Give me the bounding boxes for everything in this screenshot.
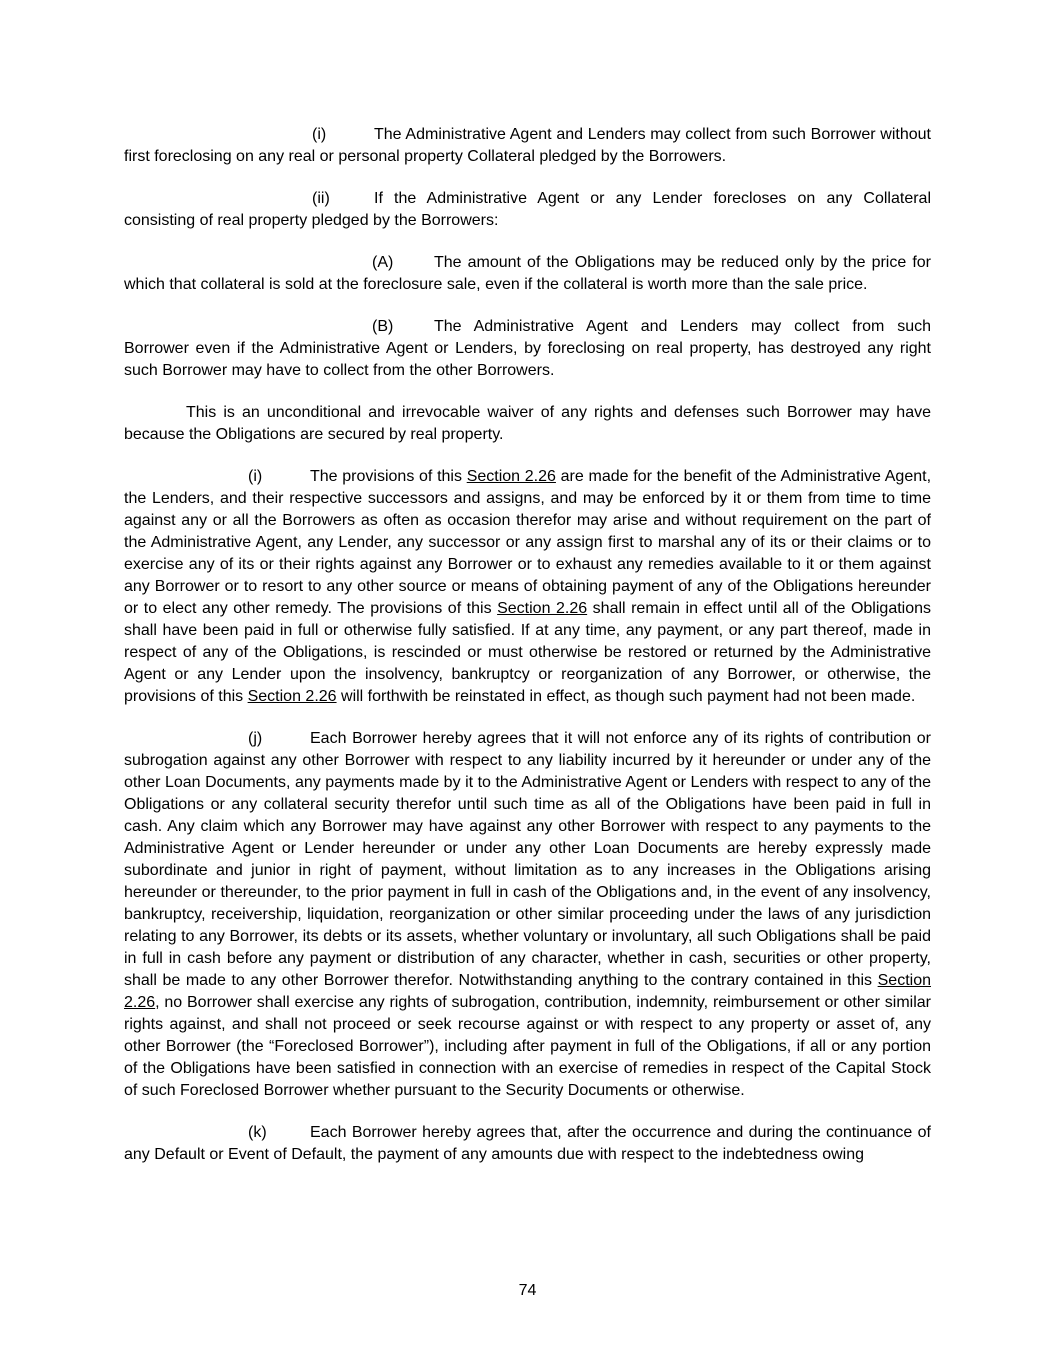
paragraph-text: , no Borrower shall exercise any rights of subrogation, contribution, indemnity, reimbursement or other similar rights against, and shall not proceed or seek recourse against or with respect to any property or asset of, any other Borrower (the “Foreclosed Borrower”), including after payment in full of the Obligations, if all or any portion of the Obligations have been satisfied in connection with an exercise of remedies in respect of the Capital Stock of such Foreclosed Borrower whether pursuant to the Security Documents or otherwise.: [124, 994, 931, 1099]
paragraph-j-letter: [124, 728, 931, 1102]
paragraph-label: (ii): [312, 190, 330, 207]
paragraph-text: The amount of the Obligations may be reduced only by the price for which that collateral is sold at the foreclosure sale, even if the collateral is worth more than the sale price.: [124, 254, 931, 293]
paragraph-text: shall remain in effect until all of the Obligations shall have been paid in full or otherwise fully satisfied. If at any time, any payment, or any part thereof, made in respect of any of the Obligations, is rescinded or must otherwise be restored or returned by the Administrative Agent or any Lender upon the insolvency, bankruptcy or reorganization of any Borrower, or otherwise, the provisions of this: [124, 600, 932, 705]
paragraph-text: This is an unconditional and irrevocable waiver of any rights and defenses such Borrower may have because the Obligations are secured by real property.: [124, 404, 931, 443]
page-number: 74: [518, 1282, 537, 1299]
paragraph-text: If the Administrative Agent or any Lender forecloses on any Collateral consisting of real property pledged by the Borrowers:: [124, 190, 931, 229]
paragraph-waiver: [124, 402, 931, 446]
paragraph-ii-roman: [124, 188, 931, 232]
paragraph-text: Each Borrower hereby agrees that it will not enforce any of its rights of contribution or subrogation against any other Borrower with respect to any liability incurred by it hereunder or under any of the other Loan Documents, any payments made by it to the Administrative Agent or Lenders with respect to any of the Obligations or any collateral security therefor until such time as all of the Obligations have been paid in full in cash. Any claim which any Borrower may have against any other Borrower with respect to any payments to the Administrative Agent or Lender hereunder or under any other Loan Documents are hereby expressly made subordinate and junior in right of payment, without limitation as to any increases in the Obligations arising hereunder or thereunder, to the prior payment in full in cash of the Obligations and, in the event of any insolvency, bankruptcy, receivership, liquidation, reorganization or other similar proceeding under the laws of any jurisdiction relating to any Borrower, its debts or its assets, whether voluntary or involuntary, all such Obligations shall be paid in full in cash before any payment or distribution of any character, whether in cash, securities or other property, shall be made to any other Borrower therefor. Notwithstanding anything to the contrary contained in this: [124, 730, 931, 989]
paragraph-label: (k): [248, 1124, 267, 1141]
section-reference: Section 2.26: [497, 600, 588, 617]
section-reference: Section 2.26: [247, 688, 337, 705]
paragraph-text: will forthwith be reinstated in effect, as though such payment had not been made.: [336, 688, 916, 705]
paragraph-label: (A): [372, 254, 394, 271]
section-reference: Section 2.26: [124, 972, 931, 1011]
paragraph-text: are made for the benefit of the Administrative Agent, the Lenders, and their respective successors and assigns, and may be enforced by it or them from time to time against any or all the Borrowers as often as occasion therefor may arise and without requirement on the part of the Administrative Agent, any Lender, any successor or any assign first to marshal any of its or their claims or to exercise any of its or their rights against any Borrower or to exhaust any remedies available to it or them against any Borrower or to resort to any other source or means of obtaining payment of any of the Obligations hereunder or to elect any other remedy. The provisions of this: [124, 468, 932, 617]
paragraph-text: The provisions of this: [310, 468, 467, 485]
paragraph-text: The Administrative Agent and Lenders may collect from such Borrower even if the Administrative Agent or Lenders, by foreclosing on real property, has destroyed any right such Borrower may have to collect from the other Borrowers.: [124, 318, 931, 379]
paragraph-label: (j): [248, 730, 263, 747]
paragraph-A: [124, 252, 931, 296]
paragraph-B: [124, 316, 931, 382]
document-body: [124, 124, 931, 1166]
paragraph-text: Each Borrower hereby agrees that, after the occurrence and during the continuance of any Default or Event of Default, the payment of any amounts due with respect to the indebtedness owing: [124, 1124, 931, 1163]
section-reference: Section 2.26: [466, 468, 556, 485]
paragraph-label: (i): [248, 468, 263, 485]
paragraph-label: (i): [312, 126, 327, 143]
paragraph-text: The Administrative Agent and Lenders may collect from such Borrower without first foreclosing on any real or personal property Collateral pledged by the Borrowers.: [124, 126, 931, 165]
paragraph-i-letter: [124, 466, 931, 708]
paragraph-label: (B): [372, 318, 394, 335]
paragraph-k-letter: [124, 1122, 931, 1166]
paragraph-i-roman: [124, 124, 931, 168]
